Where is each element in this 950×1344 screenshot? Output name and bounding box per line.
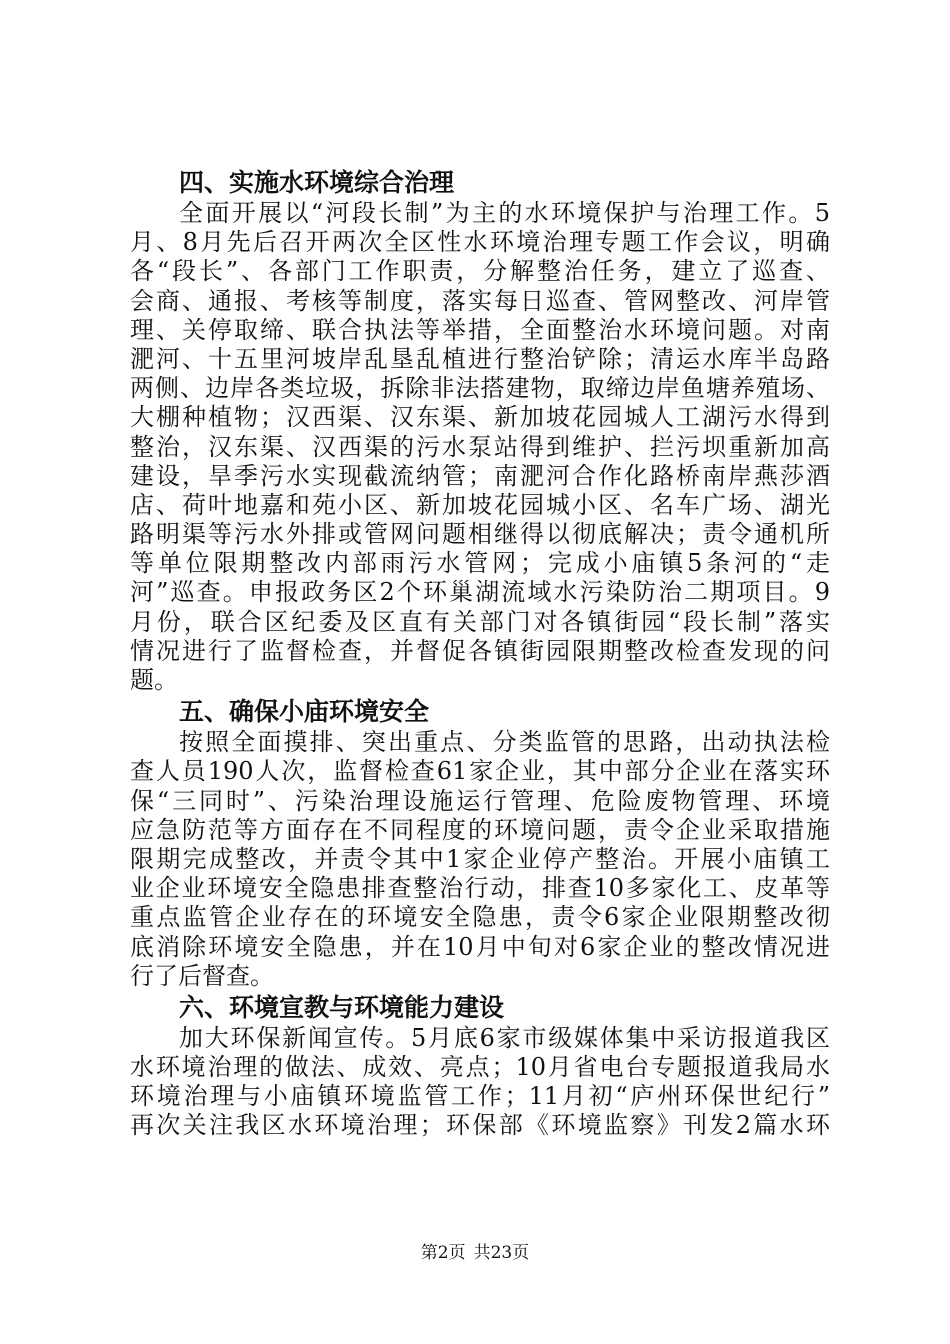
page-footer bbox=[0, 1242, 950, 1264]
text-line: 水环境治理的做法、成效、亮点；10月省电台专题报道我局水 bbox=[130, 1053, 830, 1082]
text-line: 题。 bbox=[130, 666, 178, 694]
section-heading: 四、实施水环境综合治理 bbox=[179, 168, 455, 197]
text-line: 月份，联合区纪委及区直有关部门对各镇街园“段长制”落实 bbox=[130, 607, 830, 636]
text-line: 建设，旱季污水实现截流纳管；南淝河合作化路桥南岸燕莎酒 bbox=[130, 461, 830, 490]
text-line: 底消除环境安全隐患，并在10月中旬对6家企业的整改情况进 bbox=[130, 932, 830, 961]
page-number: 第2页 bbox=[420, 1243, 466, 1263]
text-line: 再次关注我区水环境治理；环保部《环境监察》刊发2篇水环 bbox=[130, 1111, 830, 1140]
section-paragraph bbox=[130, 1024, 830, 1141]
text-line: 限期完成整改，并责令其中1家企业停产整治。开展小庙镇工 bbox=[130, 844, 830, 873]
text-line: 环境治理与小庙镇环境监管工作；11月初“庐州环保世纪行” bbox=[130, 1082, 830, 1111]
text-line: 重点监管企业存在的环境安全隐患，责令6家企业限期整改彻 bbox=[130, 903, 830, 932]
text-line: 保“三同时”、污染治理设施运行管理、危险废物管理、环境 bbox=[130, 786, 830, 815]
page-total: 共23页 bbox=[473, 1243, 530, 1263]
text-line: 业企业环境安全隐患排查整治行动，排查10多家化工、皮革等 bbox=[130, 874, 830, 903]
text-line: 按照全面摸排、突出重点、分类监管的思路，出动执法检 bbox=[179, 728, 830, 757]
text-line: 全面开展以“河段长制”为主的水环境保护与治理工作。5 bbox=[179, 199, 830, 227]
text-line: 河”巡查。申报政务区2个环巢湖流域水污染防治二期项目。9 bbox=[130, 578, 830, 607]
text-line: 月、8月先后召开两次全区性水环境治理专题工作会议，明确 bbox=[130, 228, 830, 257]
text-line: 加大环保新闻宣传。5月底6家市级媒体集中采访报道我区 bbox=[179, 1023, 830, 1052]
section-paragraph bbox=[130, 199, 830, 695]
text-line: 理、关停取缔、联合执法等举措，全面整治水环境问题。对南 bbox=[130, 315, 830, 344]
document-body bbox=[130, 166, 830, 1141]
text-line: 大棚种植物；汉西渠、汉东渠、新加坡花园城人工湖污水得到 bbox=[130, 403, 830, 432]
text-line: 等单位限期整改内部雨污水管网；完成小庙镇5条河的“走 bbox=[130, 549, 830, 578]
text-line: 行了后督查。 bbox=[130, 961, 274, 990]
text-line: 路明渠等污水外排或管网问题相继得以彻底解决；责令通机所 bbox=[130, 520, 830, 549]
text-line: 应急防范等方面存在不同程度的环境问题，责令企业采取措施 bbox=[130, 815, 830, 844]
text-line: 各“段长”、各部门工作职责，分解整治任务，建立了巡查、 bbox=[130, 257, 830, 286]
section-paragraph bbox=[130, 728, 830, 991]
text-line: 查人员190人次，监督检查61家企业，其中部分企业在落实环 bbox=[130, 757, 830, 786]
text-line: 情况进行了监督检查，并督促各镇街园限期整改检查发现的问 bbox=[130, 636, 830, 665]
section-heading: 六、环境宣教与环境能力建设 bbox=[179, 992, 505, 1022]
text-line: 店、荷叶地嘉和苑小区、新加坡花园城小区、名车广场、湖光 bbox=[130, 490, 830, 519]
section-heading: 五、确保小庙环境安全 bbox=[179, 697, 430, 727]
text-line: 整治，汉东渠、汉西渠的污水泵站得到维护、拦污坝重新加高 bbox=[130, 432, 830, 461]
text-line: 淝河、十五里河坡岸乱垦乱植进行整治铲除；清运水库半岛路 bbox=[130, 344, 830, 373]
text-line: 两侧、边岸各类垃圾，拆除非法搭建物，取缔边岸鱼塘养殖场、 bbox=[130, 374, 830, 403]
text-line: 会商、通报、考核等制度，落实每日巡查、管网整改、河岸管 bbox=[130, 286, 830, 315]
